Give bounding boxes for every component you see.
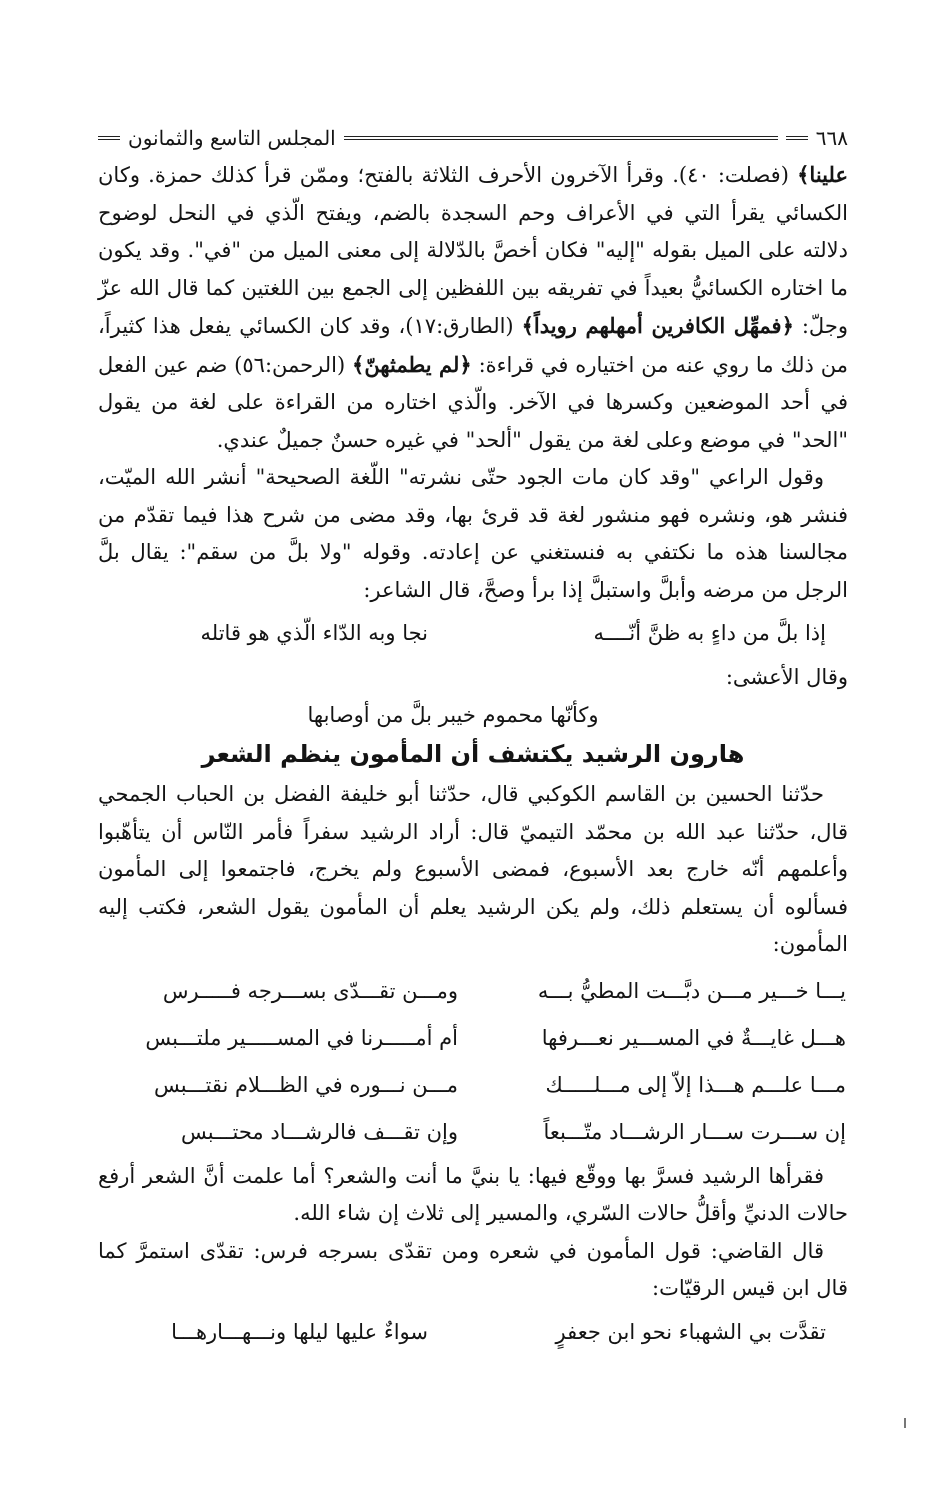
- poem-line: [98, 1062, 848, 1109]
- paragraph-text: (فصلت: ٤٠). وقرأ الآخرون الأحرف الثلاثة بالفتح؛ وممّن قرأ كذلك حمزة. وكان الكسائي يقرأ التي في الأعراف وحم السجدة بالضم، ويفتح الّذي في النحل لوضوح دلالته على الميل بقوله "إليه" فكان أخصَّ بالدّلالة إلى معنى الميل من "في". وقد يكون ما اختاره الكسائيُّ بعيداً في تفريقه بين اللفظين إلى الجمع بين اللغتين كما قال الله عزّ وجلّ:: [98, 163, 848, 338]
- verse-hemistich-second: نجا وبه الدّاء الّذي هو قاتله: [200, 621, 428, 645]
- poem-line: [98, 1015, 848, 1062]
- poem-hemistich-first: مـــا علـــم هـــذا إلاّ إلى مـــلـــــك: [545, 1072, 846, 1097]
- paragraph-2: وقول الراعي "وقد كان مات الجود حتّى نشرته" اللّغة الصحيحة" أنشر الله الميّت، فنشر هو، ونشره فهو منشور لغة قد قرئ بها، وقد مضى من شرح هذا فيما تقدّم من مجالسنا هذه ما نكتفي به فنستغني عن إعادته. وقوله "ولا بلَّ من سقم": يقال بلَّ الرجل من مرضه وأبلَّ واستبلَّ إذا برأ وصحَّ، قال الشاعر:: [98, 465, 848, 602]
- quran-quote: علينا﴾: [797, 162, 848, 187]
- paragraph-text: (الرحمن:٥٦) ضم عين الفعل في أحد الموضعين وكسرها في الآخر. والّذي اختاره من القراءة على لغة من يقول "الحد" في موضع وعلى لغة من يقول "ألحد" في غيره حسنٌ جميلٌ عندي.: [98, 352, 848, 452]
- scan-mark: [904, 1418, 906, 1428]
- poem-hemistich-second: مـــن نـــوره في الظـــلام نقتـــبس: [153, 1072, 458, 1097]
- poem-hemistich-second: أم أمـــــرنا في المســـــير ملتـــبس: [145, 1025, 458, 1050]
- section-title: هارون الرشيد يكتشف أن المأمون ينظم الشعر: [201, 740, 745, 768]
- verse-line-1: [98, 615, 848, 653]
- verse-line-2: وكأنّها محموم خيبر بلَّ من أوصابها: [307, 703, 599, 727]
- paragraph-6: قال القاضي: قول المأمون في شعره ومن تقدّى بسرجه فرس: تقدّى استمرَّ كما قال ابن قيس الرقيّات:: [98, 1238, 848, 1300]
- book-page: [98, 120, 848, 1357]
- poem-hemistich-second: ومـــن تقـــدّى بســـرجه فـــــرس: [162, 978, 458, 1003]
- paragraph-5: فقرأها الرشيد فسرَّ بها ووقّع فيها: يا بنيَّ ما أنت والشعر؟ أما علمت أنَّ الشعر أرفع حالات الدنيِّ وأقلُّ حالات السّري، والمسير إلى ثلاث إن شاء الله.: [98, 1163, 848, 1225]
- paragraph-4: حدّثنا الحسين بن القاسم الكوكبي قال، حدّثنا أبو خليفة الفضل بن الحباب الجمحي قال، حدّثنا عبد الله بن محمّد التيميّ قال: أراد الرشيد سفراً فأمر النّاس أن يتأهّبوا وأعلمهم أنّه خارج بعد الأسبوع، فمضى الأسبوع ولم يخرج، فاجتمعوا إلى المأمون فسألوه أن يستعلم ذلك، ولم يكن الرشيد يعلم أن المأمون يقول الشعر، فكتب إليه المأمون:: [98, 782, 848, 956]
- page-number: ٦٦٨: [815, 126, 848, 150]
- verse-hemistich-second: سواءٌ عليها ليلها ونـــهـــارهـــا: [171, 1319, 428, 1344]
- poem-hemistich-first: إن ســـرت ســـار الرشـــاد متّـــبعاً: [543, 1119, 846, 1144]
- poem-line: [98, 1109, 848, 1156]
- header-rule-end: [98, 136, 120, 140]
- page-header: [98, 120, 848, 156]
- header-rule-short: [786, 136, 808, 140]
- quran-quote: ﴿لم يطمثهنّ﴾: [352, 351, 472, 377]
- chapter-title: المجلس التاسع والثمانون: [128, 126, 336, 150]
- quran-quote: ﴿فمهِّل الكافرين أمهلهم رويداً﴾: [521, 313, 794, 338]
- poem: [98, 968, 848, 1156]
- poem-hemistich-second: وإن تقـــف فالرشـــاد محتـــبس: [180, 1119, 458, 1144]
- verse-hemistich-first: تقدَّت بي الشهباء نحو ابن جعفرٍ: [555, 1319, 826, 1344]
- header-rule-long: [344, 136, 778, 140]
- paragraph-1: [98, 156, 848, 459]
- poem-hemistich-first: هـــل غايـــةٌ في المســـير نعـــرفها: [541, 1025, 846, 1050]
- poem-hemistich-first: يـــا خـــير مـــن دبَّـــت المطيُّ بـــه: [537, 978, 846, 1003]
- verse-hemistich-first: إذا بلَّ من داءٍ به ظنَّ أنّــــه: [593, 621, 826, 645]
- paragraph-text: (الطارق:١٧)، وقد كان الكسائي يفعل هذا كثيراً، من ذلك ما روي عنه من اختياره في قراءة:: [98, 314, 848, 377]
- verse-line-3: [98, 1314, 848, 1352]
- paragraph-3: وقال الأعشى:: [725, 664, 848, 689]
- poem-line: [98, 968, 848, 1015]
